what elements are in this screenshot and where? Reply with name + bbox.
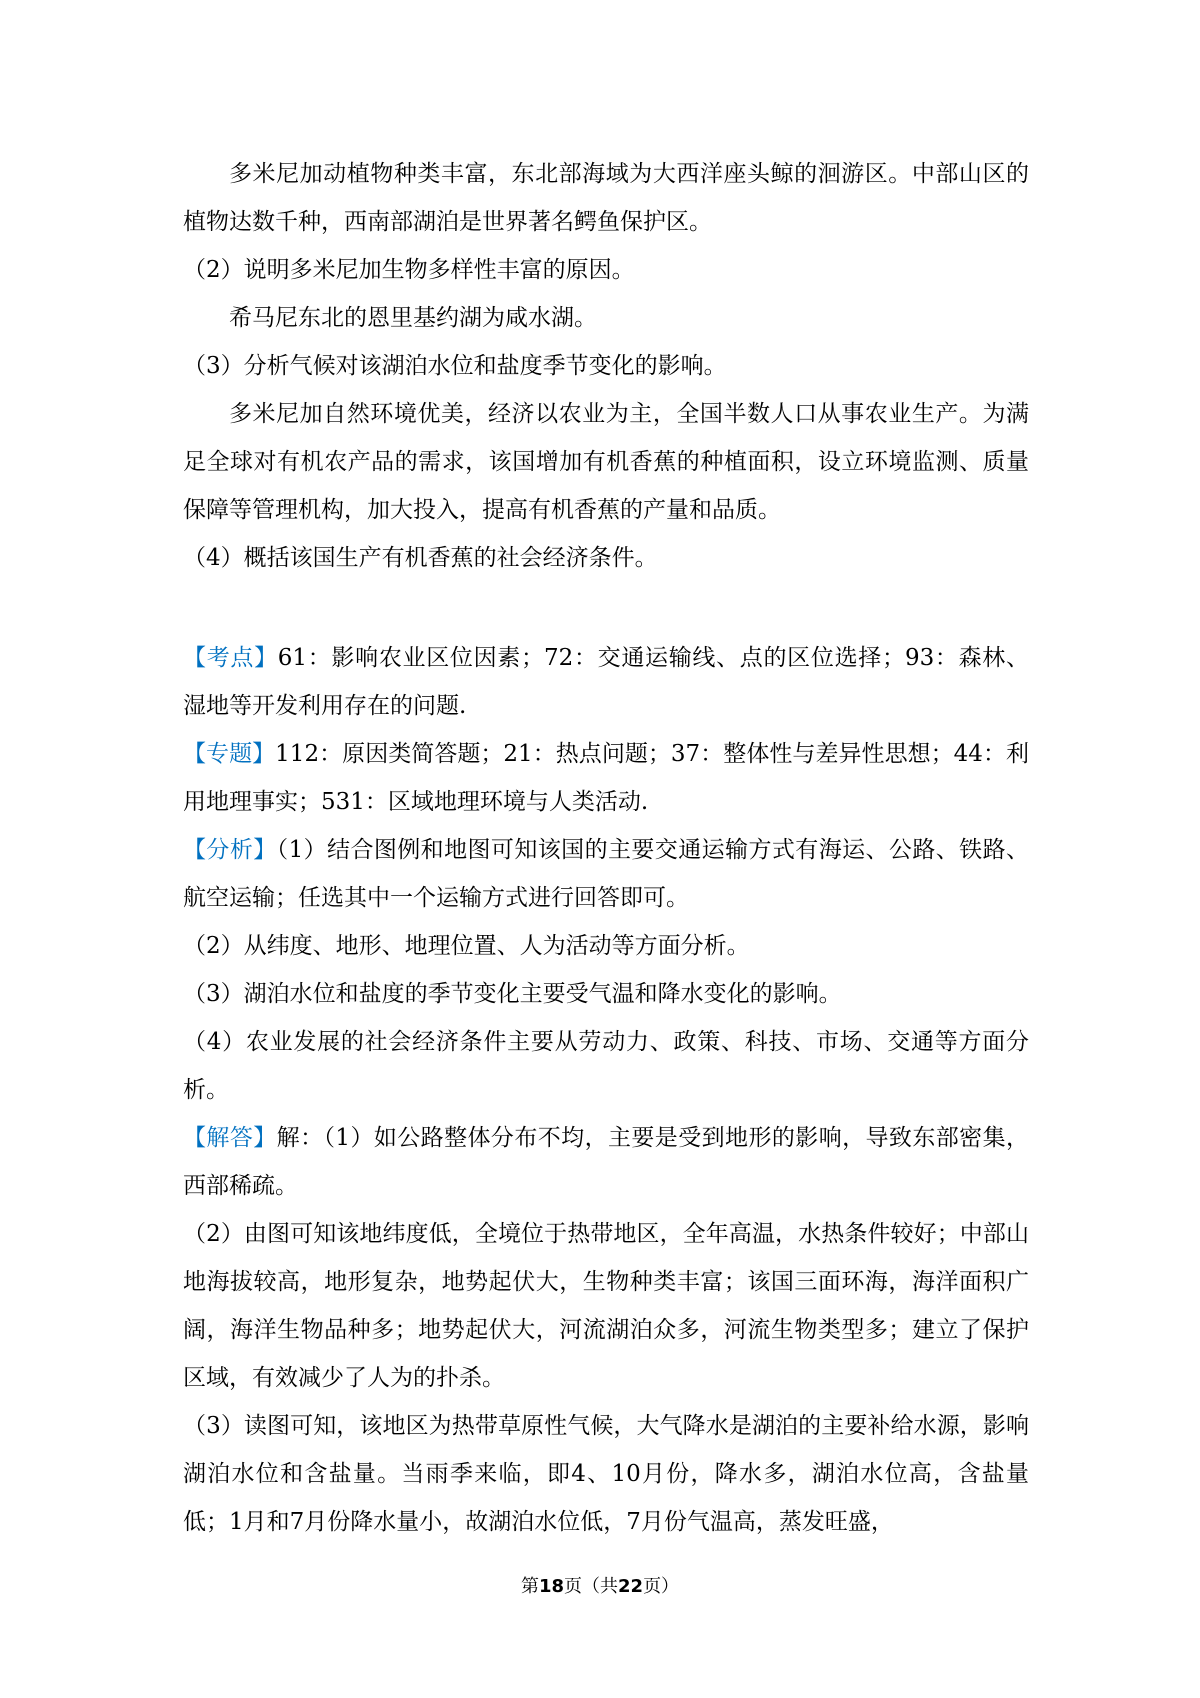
page-footer [0, 1575, 1200, 1599]
question-2: （2）说明多米尼加生物多样性丰富的原因。 [183, 257, 635, 283]
jieda-label: 【解答】 [183, 1125, 277, 1151]
fenxi-text-3: （3）湖泊水位和盐度的季节变化主要受气温和降水变化的影响。 [183, 981, 842, 1007]
fenxi-label: 【分析】 [183, 837, 277, 863]
jieda-text-3: （3）读图可知，该地区为热带草原性气候，大气降水是湖泊的主要补给水源，影响湖泊水位和含盐量。当雨季来临，即4、10月份，降水多，湖泊水位高，含盐量低；1月和7月份降水量小，故湖泊水位低，7月份气温高，蒸发旺盛， [183, 1413, 1029, 1535]
jieda-text-2: （2）由图可知该地纬度低，全境位于热带地区，全年高温，水热条件较好；中部山地海拔较高，地形复杂，地势起伏大，生物种类丰富；该国三面环海，海洋面积广阔，海洋生物品种多；地势起伏大，河流湖泊众多，河流生物类型多；建立了保护区域，有效减少了人为的扑杀。 [183, 1221, 1029, 1391]
zhuanti-text: 112：原因类简答题；21：热点问题；37：整体性与差异性思想；44：利用地理事实；531：区域地理环境与人类活动. [183, 741, 1030, 815]
kaodian-text: 61：影响农业区位因素；72：交通运输线、点的区位选择；93：森林、湿地等开发利用存在的问题. [183, 645, 1029, 719]
footer-suffix: 页） [643, 1576, 680, 1597]
footer-mid: 页（共 [564, 1576, 618, 1597]
paragraph-agriculture: 多米尼加自然环境优美，经济以农业为主，全国半数人口从事农业生产。为满足全球对有机农产品的需求，该国增加有机香蕉的种植面积，设立环境监测、质量保障等管理机构，加大投入，提高有机香蕉的产量和品质。 [183, 401, 1029, 523]
jieda-section [183, 1114, 1029, 1210]
footer-page-number: 18 [538, 1576, 564, 1597]
footer-total-pages: 22 [618, 1576, 644, 1597]
fenxi-text-2: （2）从纬度、地形、地理位置、人为活动等方面分析。 [183, 933, 750, 959]
paragraph-lake: 希马尼东北的恩里基约湖为咸水湖。 [229, 305, 597, 331]
question-3: （3）分析气候对该湖泊水位和盐度季节变化的影响。 [183, 353, 727, 379]
fenxi-section [183, 826, 1029, 922]
kaodian-label: 【考点】 [183, 645, 278, 671]
kaodian-section [183, 634, 1029, 730]
question-4: （4）概括该国生产有机香蕉的社会经济条件。 [183, 545, 658, 571]
page-content [183, 150, 1029, 1546]
paragraph-biodiversity: 多米尼加动植物种类丰富，东北部海域为大西洋座头鲸的洄游区。中部山区的植物达数千种，西南部湖泊是世界著名鳄鱼保护区。 [183, 161, 1029, 235]
footer-prefix: 第 [520, 1576, 539, 1597]
zhuanti-label: 【专题】 [183, 741, 276, 767]
jieda-text-1: 解：（1）如公路整体分布不均，主要是受到地形的影响，导致东部密集，西部稀疏。 [183, 1125, 1029, 1199]
fenxi-text-1: （1）结合图例和地图可知该国的主要交通运输方式有海运、公路、铁路、航空运输；任选其中一个运输方式进行回答即可。 [183, 837, 1029, 911]
fenxi-text-4: （4）农业发展的社会经济条件主要从劳动力、政策、科技、市场、交通等方面分析。 [183, 1029, 1029, 1103]
zhuanti-section [183, 730, 1029, 826]
section-gap [183, 582, 1029, 634]
